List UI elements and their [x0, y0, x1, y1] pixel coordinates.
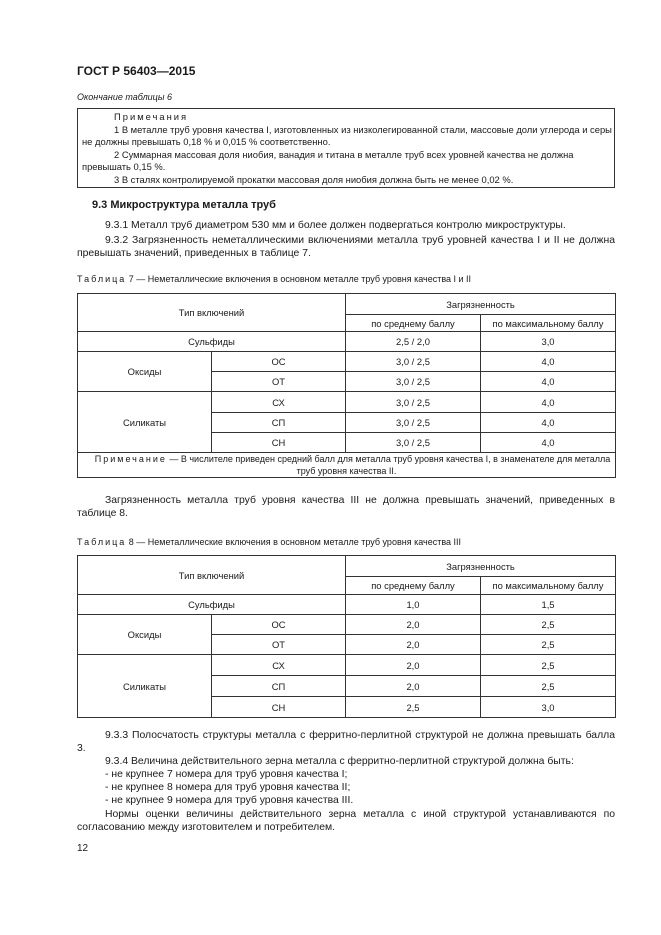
document-header: ГОСТ Р 56403—2015	[77, 64, 196, 78]
table8-header-max: по максимальному баллу	[481, 577, 616, 595]
section-heading: 9.3 Микроструктура металла труб	[92, 199, 276, 211]
list-item: - не крупнее 7 номера для труб уровня качества I;	[105, 769, 348, 780]
list-item: - не крупнее 8 номера для труб уровня качества II;	[105, 782, 351, 793]
list-item: - не крупнее 9 номера для труб уровня качества III.	[105, 795, 354, 806]
table8-caption-text: 8 — Неметаллические включения в основном металле труб уровня качества III	[126, 537, 462, 547]
table8-header-avg: по среднему баллу	[346, 577, 481, 595]
page-number: 12	[77, 843, 89, 854]
paragraph-9-3-3: 9.3.3 Полосчатость структуры металла с ферритно-перлитной структурой не должна превышать балла 3.	[77, 730, 615, 754]
table7-row-max: 4,0	[481, 372, 616, 392]
table8-header-type: Тип включений	[78, 556, 346, 595]
table7-caption-text: 7 — Неметаллические включения в основном металле труб уровня качества I и II	[126, 274, 472, 284]
table7-row-avg: 3,0 / 2,5	[346, 392, 481, 413]
table7-row-max: 4,0	[481, 392, 616, 413]
note-2: 2 Суммарная массовая доля ниобия, ванадия и титана в металле труб всех уровней качества не должна превышать 0,15 %.	[82, 148, 574, 172]
table7-row-avg: 3,0 / 2,5	[346, 413, 481, 433]
table8-row-avg: 2,0	[346, 635, 481, 655]
table8-header-contamination: Загрязненность	[346, 556, 616, 577]
table8-caption-label: Таблица	[77, 537, 127, 547]
table8-sulfides-avg: 1,0	[346, 595, 481, 615]
table7-caption	[77, 274, 471, 284]
table7-sulfides-avg: 2,5 / 2,0	[346, 332, 481, 352]
table7-row-sub: СХ	[212, 392, 346, 413]
table7-header-type: Тип включений	[78, 294, 346, 332]
table7-row-max: 4,0	[481, 413, 616, 433]
table7-header-contamination: Загрязненность	[346, 294, 616, 315]
notes-title: Примечания	[114, 111, 189, 122]
table8-row-sub: ОТ	[212, 635, 346, 655]
table8-row-avg: 2,0	[346, 655, 481, 676]
table8-caption	[77, 537, 461, 547]
paragraph-table8-intro: Загрязненность металла труб уровня качества III не должна превышать значений, приведенных в таблице 8.	[77, 495, 615, 519]
paragraph-9-3-4: 9.3.4 Величина действительного зерна металла с ферритно-перлитной структурой должна быть:	[105, 756, 574, 767]
table8-row-sub: СП	[212, 676, 346, 697]
table7-caption-label: Таблица	[77, 274, 127, 284]
table8-row-avg: 2,0	[346, 615, 481, 635]
table7-row-avg: 3,0 / 2,5	[346, 372, 481, 392]
table8-row-max: 2,5	[481, 676, 616, 697]
note-3: 3 В сталях контролируемой прокатки массовая доля ниобия должна быть не менее 0,02 %.	[114, 173, 514, 185]
table7-silicates: Силикаты	[78, 392, 212, 453]
table8-silicates: Силикаты	[78, 655, 212, 718]
table7-sulfides: Сульфиды	[78, 332, 346, 352]
table6-notes-box	[77, 108, 615, 188]
table-continuation-caption: Окончание таблицы 6	[77, 92, 172, 102]
table7-row-sub: СП	[212, 413, 346, 433]
table7-row-sub: ОС	[212, 352, 346, 372]
grain-size-list	[77, 768, 615, 807]
table8-row-max: 3,0	[481, 697, 616, 718]
table8-row-max: 2,5	[481, 635, 616, 655]
table8-row-sub: СХ	[212, 655, 346, 676]
table7-row-max: 4,0	[481, 352, 616, 372]
table8-row-avg: 2,5	[346, 697, 481, 718]
table7-oxides: Оксиды	[78, 352, 212, 392]
table7-sulfides-max: 3,0	[481, 332, 616, 352]
table7-header-max: по максимальному баллу	[481, 315, 616, 332]
table8-row-sub: СН	[212, 697, 346, 718]
table8-row-avg: 2,0	[346, 676, 481, 697]
paragraph-grain-norms: Нормы оценки величины действительного зерна металла с иной структурой устанавливаются по согласованию между изготовителем и потребителем.	[77, 809, 615, 833]
table-8	[77, 555, 616, 718]
table7-note	[78, 453, 616, 478]
table7-note-label: Примечание	[94, 454, 167, 464]
note-1: 1 В металле труб уровня качества I, изготовленных из низколегированной стали, массовые доли углерода и серы не должны превышать 0,18 % и 0,015 % соответственно.	[82, 123, 612, 147]
paragraph-9-3-2: 9.3.2 Загрязненность неметаллическими включениями металла труб уровней качества I и II не должна превышать значений, приведенных в таблице 7.	[77, 235, 615, 259]
table8-sulfides-max: 1,5	[481, 595, 616, 615]
table7-note-text: — В числителе приведен средний балл для металла труб уровня качества I, в знаменателе для металла труб уровня качества II.	[166, 454, 611, 476]
table7-row-sub: ОТ	[212, 372, 346, 392]
table8-sulfides: Сульфиды	[78, 595, 346, 615]
table8-row-max: 2,5	[481, 615, 616, 635]
table-7	[77, 293, 616, 478]
table7-row-avg: 3,0 / 2,5	[346, 352, 481, 372]
table7-row-sub: СН	[212, 433, 346, 453]
paragraph-9-3-1: 9.3.1 Металл труб диаметром 530 мм и более должен подвергаться контролю микроструктуры.	[105, 220, 566, 231]
table7-row-avg: 3,0 / 2,5	[346, 433, 481, 453]
table8-row-sub: ОС	[212, 615, 346, 635]
table7-header-avg: по среднему баллу	[346, 315, 481, 332]
table8-oxides: Оксиды	[78, 615, 212, 655]
table7-row-max: 4,0	[481, 433, 616, 453]
table8-row-max: 2,5	[481, 655, 616, 676]
